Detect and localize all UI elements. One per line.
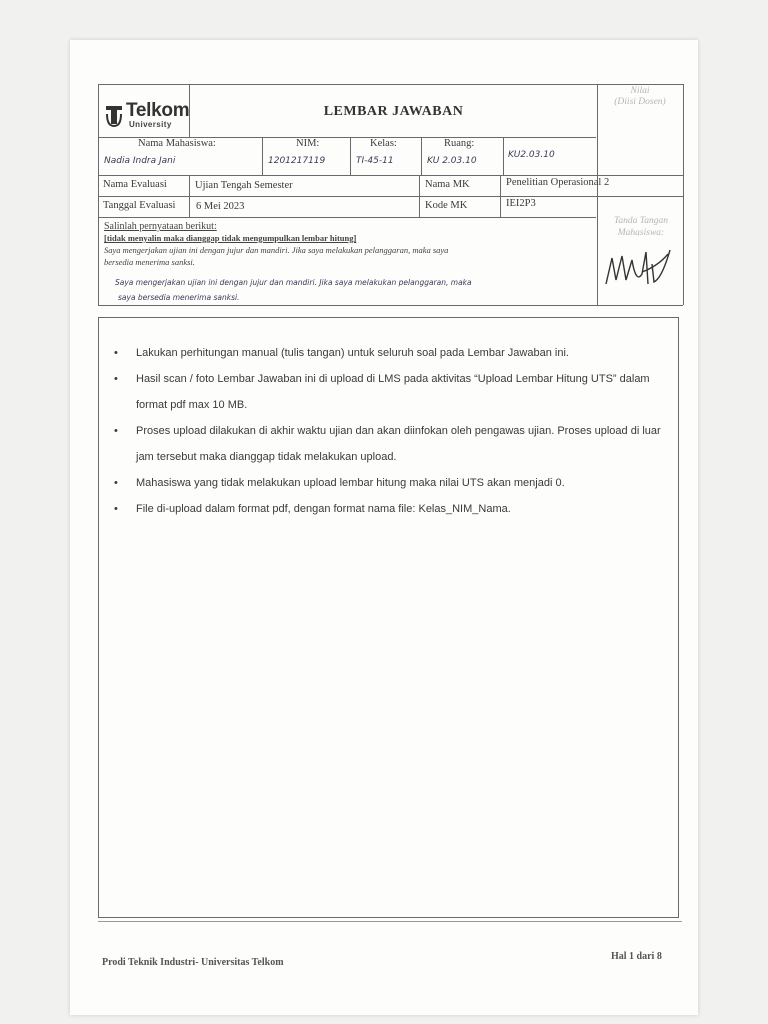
kode-mk-label: Kode MK [425, 200, 468, 211]
nama-mahasiswa-value: Nadia Indra Jani [104, 156, 176, 166]
nim-label: NIM: [296, 138, 320, 149]
kelas-label: Kelas: [370, 138, 397, 149]
table-border [98, 175, 683, 176]
instruction-item: • File di-upload dalam format pdf, dengan format nama file: Kelas_NIM_Nama. [108, 496, 678, 522]
ruang-value: KU 2.03.10 [427, 156, 477, 166]
nim-value: 1201217119 [268, 156, 326, 166]
kode-mk-value: IEI2P3 [506, 198, 536, 209]
table-border [262, 137, 263, 175]
nilai-sublabel: (Diisi Dosen) [614, 97, 666, 107]
table-border [421, 137, 422, 175]
statement-heading: Salinlah pernyataan berikut: [104, 221, 217, 232]
instruction-item: • Lakukan perhitungan manual (tulis tangan) untuk seluruh soal pada Lembar Jawaban ini. [108, 340, 678, 366]
nama-evaluasi-label: Nama Evaluasi [103, 179, 167, 190]
nama-mahasiswa-label: Nama Mahasiswa: [138, 138, 216, 149]
instructions-list [108, 340, 678, 522]
table-border [98, 217, 596, 218]
table-border [500, 175, 501, 217]
nama-evaluasi-value: Ujian Tengah Semester [195, 180, 293, 191]
handwritten-statement-line-2: saya bersedia menerima sanksi. [118, 293, 240, 302]
logo-name: Telkom [126, 100, 190, 121]
table-border [503, 137, 504, 175]
statement-warning: [tidak menyalin maka dianggap tidak mengumpulkan lembar hitung] [104, 233, 357, 243]
table-border [98, 84, 99, 305]
nilai-label: Nilai [630, 86, 650, 96]
nama-mk-label: Nama MK [425, 179, 470, 190]
tanggal-evaluasi-value: 6 Mei 2023 [196, 201, 245, 212]
statement-line-2: bersedia menerima sanksi. [104, 257, 195, 267]
page-number: Hal 1 dari 8 [611, 951, 662, 962]
signature-label-2: Mahasiswa: [617, 228, 665, 238]
tanggal-evaluasi-label: Tanggal Evaluasi [103, 200, 176, 211]
table-border [350, 137, 351, 175]
table-border [683, 84, 684, 305]
table-border [419, 175, 420, 217]
ruang-extra-value: KU2.03.10 [508, 150, 555, 160]
signature-icon [602, 244, 674, 292]
table-border [189, 175, 190, 217]
telkom-logo-icon [106, 102, 122, 128]
table-border [98, 84, 683, 85]
kelas-value: TI-45-11 [356, 156, 394, 166]
footer-divider [98, 921, 682, 922]
ruang-label: Ruang: [444, 138, 475, 149]
footer-institution: Prodi Teknik Industri- Universitas Telkom [102, 957, 284, 968]
instruction-item: • Hasil scan / foto Lembar Jawaban ini di upload di LMS pada aktivitas “Upload Lembar Hitung UTS” dalam format pdf max 10 MB. [108, 366, 678, 418]
signature-label: Tanda Tangan [614, 216, 668, 226]
handwritten-statement-line-1: Saya mengerjakan ujian ini dengan jujur dan mandiri. Jika saya melakukan pelanggaran, maka [115, 278, 472, 287]
table-border [98, 305, 683, 306]
page-title: LEMBAR JAWABAN [323, 104, 464, 119]
instruction-item: • Proses upload dilakukan di akhir waktu ujian dan akan diinfokan oleh pengawas ujian. Proses upload di luar jam tersebut maka dianggap tidak melakukan upload. [108, 418, 678, 470]
instruction-item: • Mahasiswa yang tidak melakukan upload lembar hitung maka nilai UTS akan menjadi 0. [108, 470, 678, 496]
logo-subtitle: University [129, 120, 172, 129]
table-border [98, 196, 683, 197]
statement-line-1: Saya mengerjakan ujian ini dengan jujur dan mandiri. Jika saya melakukan pelanggaran, maka saya [104, 245, 449, 255]
nama-mk-value: Penelitian Operasional 2 [506, 177, 610, 188]
